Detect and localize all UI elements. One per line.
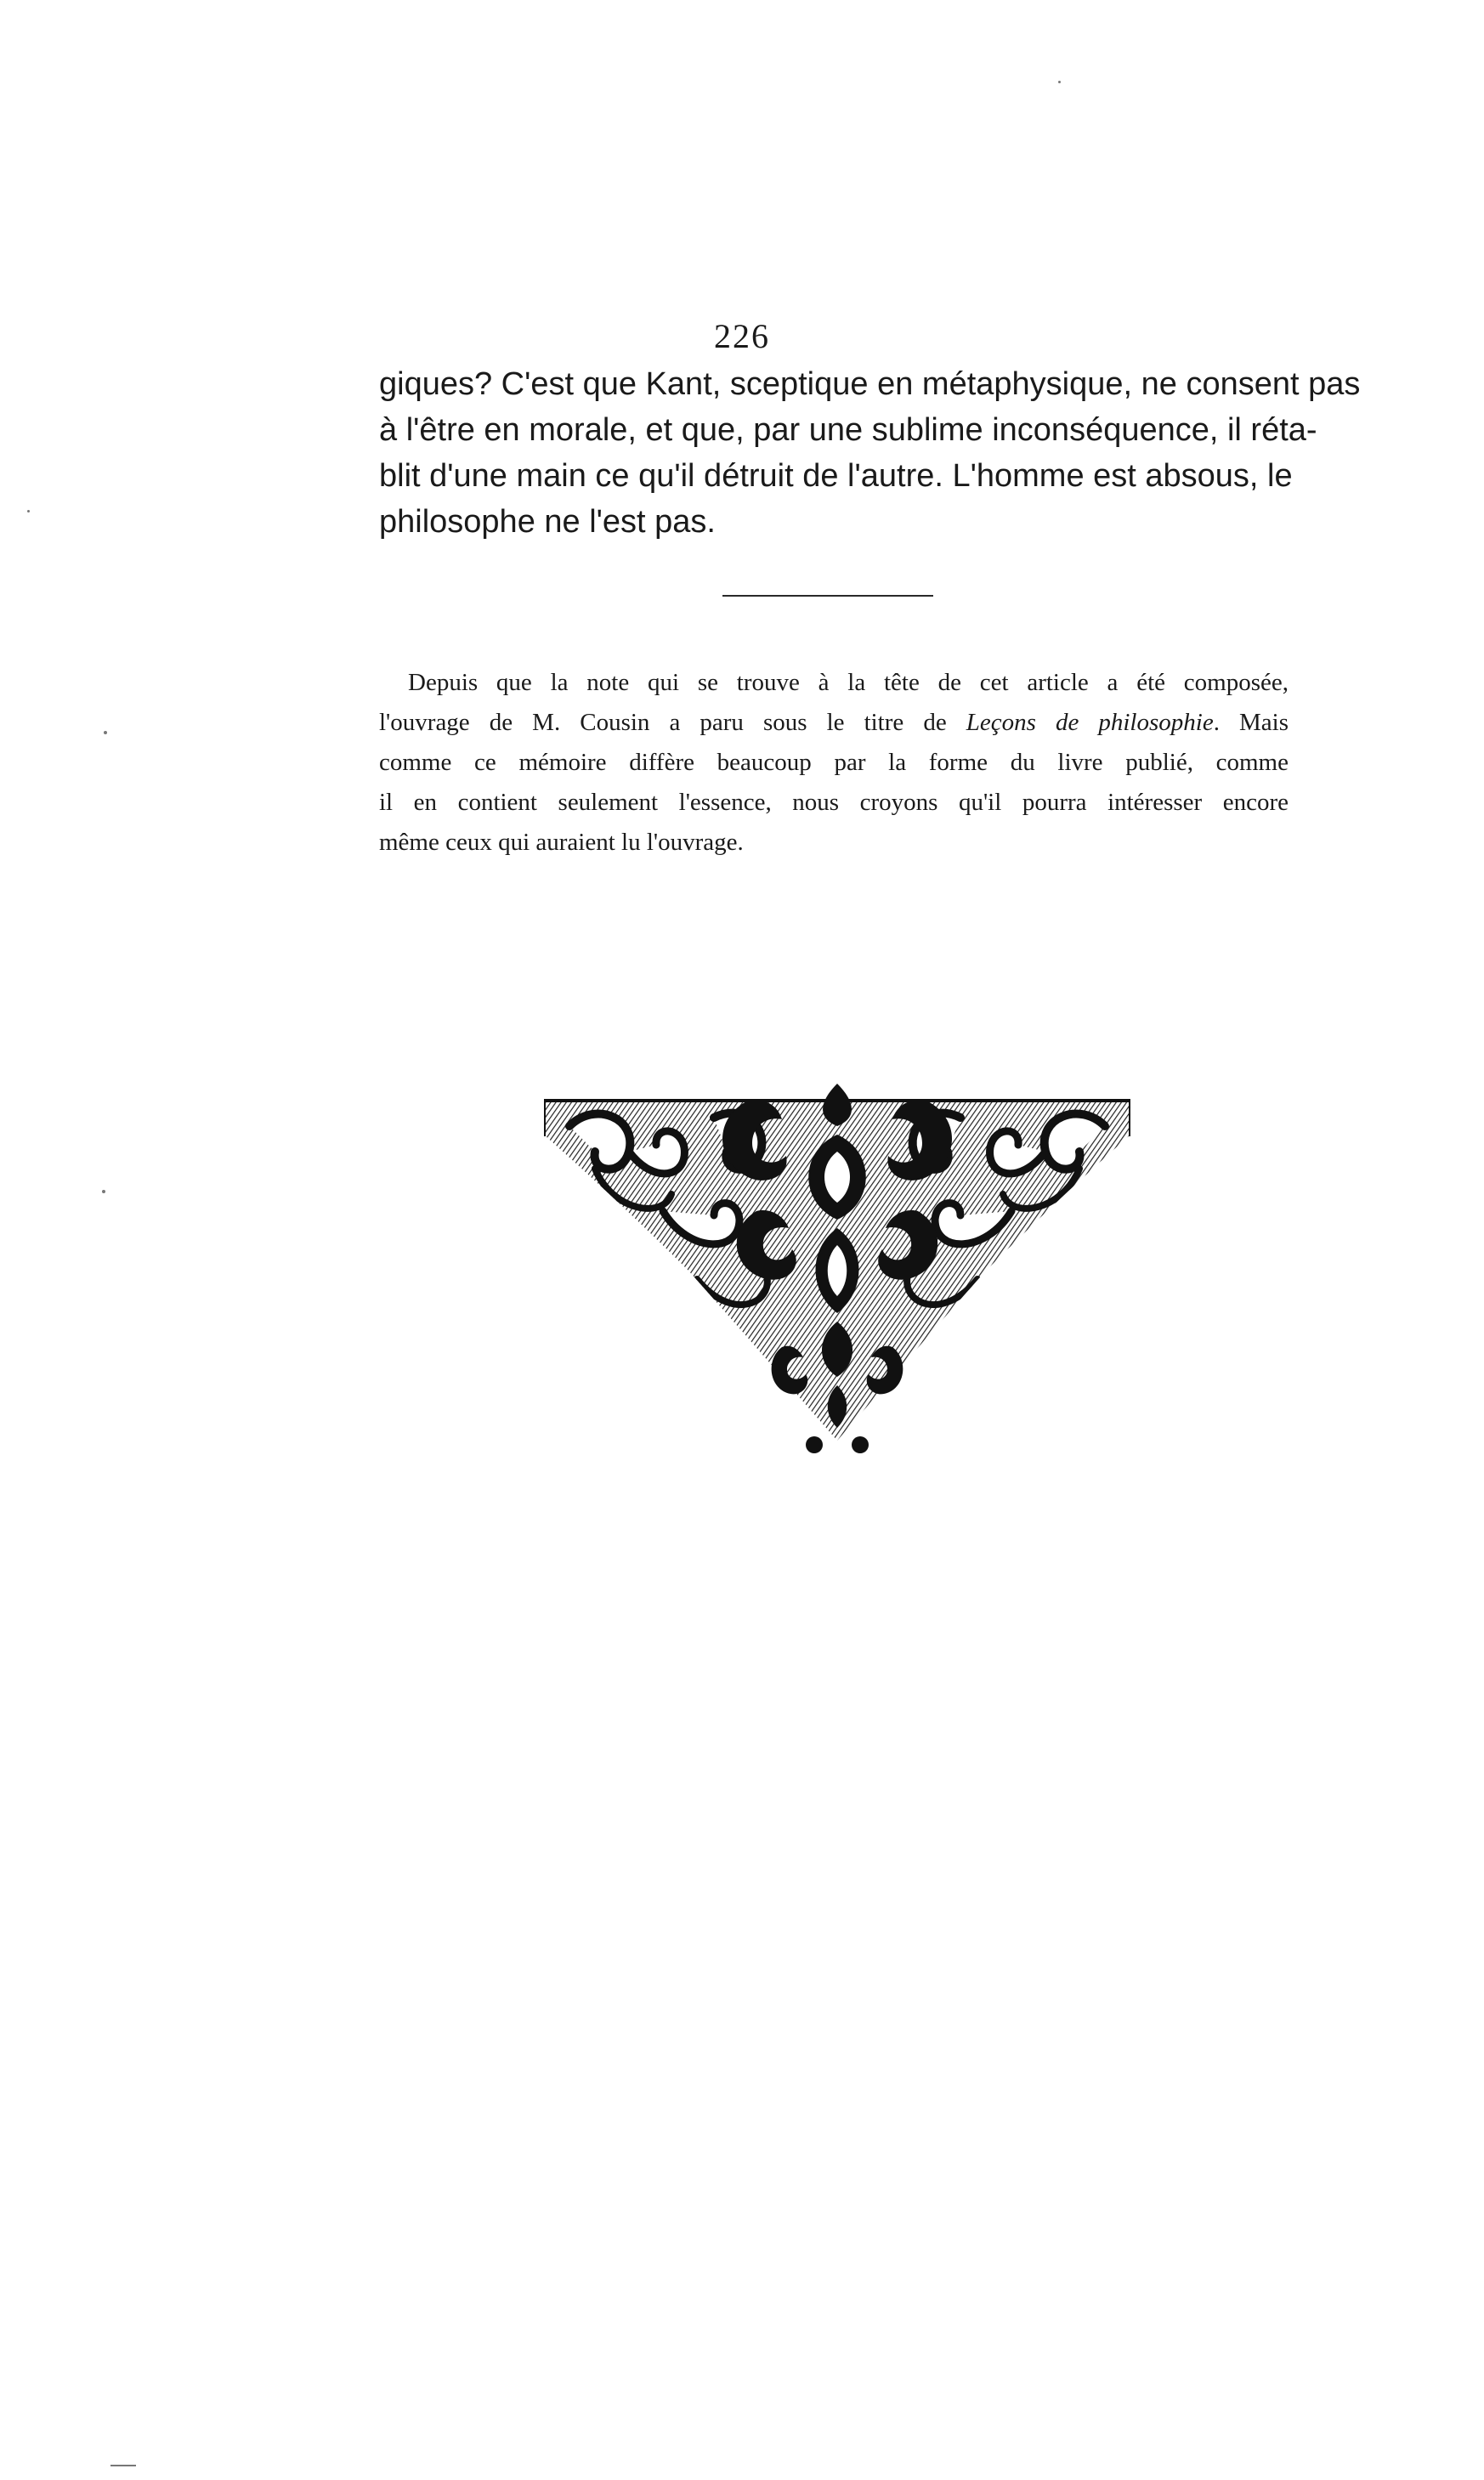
editorial-note bbox=[379, 663, 1289, 863]
arabesque-cul-de-lampe-icon bbox=[544, 1067, 1130, 1458]
paragraph-line: philosophe ne l'est pas. bbox=[379, 504, 716, 540]
scan-speck bbox=[27, 510, 30, 512]
note-text-segment: l'ouvrage de M. Cousin a paru sous le titre de bbox=[379, 709, 966, 736]
note-line: comme ce mémoire diffère beaucoup par la forme du livre publié, comme bbox=[379, 749, 1289, 776]
note-line: Depuis que la note qui se trouve à la tête de cet article a été composée, bbox=[408, 669, 1289, 696]
note-line bbox=[379, 703, 1289, 743]
note-line: il en contient seulement l'essence, nous croyons qu'il pourra intéresser encore bbox=[379, 789, 1289, 816]
note-text-segment: . Mais bbox=[1213, 709, 1289, 736]
main-paragraph bbox=[379, 361, 1361, 545]
scan-speck bbox=[1058, 81, 1061, 83]
paragraph-line: giques? C'est que Kant, sceptique en métaphysique, ne consent pas bbox=[379, 366, 1361, 402]
paragraph-line: blit d'une main ce qu'il détruit de l'autre. L'homme est absous, le bbox=[379, 458, 1293, 494]
scan-speck bbox=[104, 731, 107, 734]
note-line: même ceux qui auraient lu l'ouvrage. bbox=[379, 829, 744, 856]
scan-speck bbox=[102, 1190, 105, 1193]
page-number: 226 bbox=[714, 317, 770, 355]
scan-speck bbox=[110, 2465, 136, 2466]
paragraph-line: à l'être en morale, et que, par une sublime inconséquence, il réta- bbox=[379, 412, 1317, 448]
book-title: Leçons de philosophie bbox=[966, 709, 1214, 736]
section-separator bbox=[722, 595, 933, 597]
